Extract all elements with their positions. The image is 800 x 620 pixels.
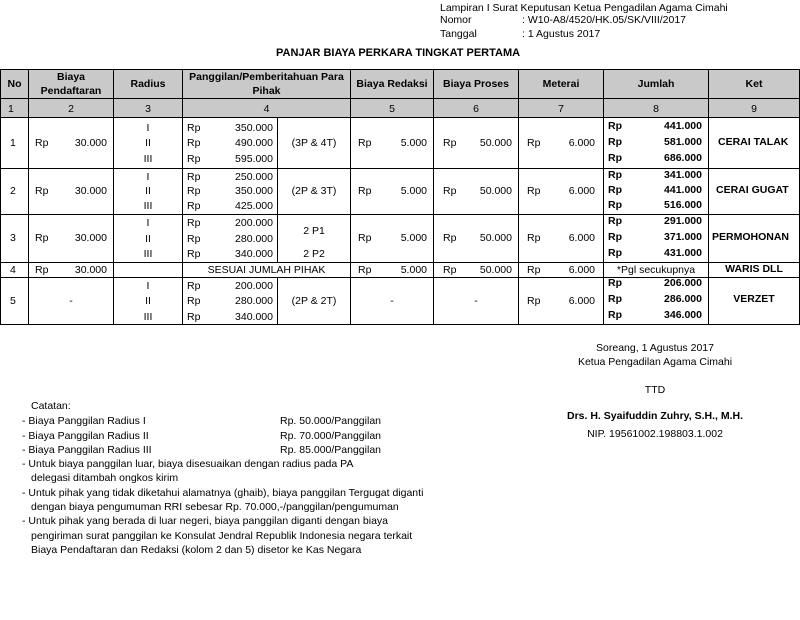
rp-label: Rp <box>187 200 201 212</box>
note-value: Rp. 50.000/Panggilan <box>280 415 381 427</box>
redaksi-value: 5.000 <box>400 264 427 276</box>
rp-label: Rp <box>608 215 622 227</box>
row-no: 4 <box>10 264 16 276</box>
ket-label: CERAI GUGAT <box>716 184 789 196</box>
panggilan-value: 200.000 <box>235 217 273 229</box>
proses-value: 50.000 <box>479 185 512 197</box>
radius-label: III <box>143 311 153 323</box>
header-biaya-proses: Biaya Proses <box>443 78 509 90</box>
ket-label: WARIS DLL <box>725 263 783 275</box>
jumlah-value: 581.000 <box>664 136 702 148</box>
panggilan-value: 490.000 <box>235 137 273 149</box>
signature-office: Ketua Pengadilan Agama Cimahi <box>577 356 733 368</box>
jumlah-value: 516.000 <box>664 199 702 211</box>
rp-label: Rp <box>35 185 49 197</box>
pihak-note: 2 P2 <box>303 248 325 260</box>
header-panggilan: Panggilan/Pemberitahuan Para Pihak <box>189 71 344 97</box>
rp-label: Rp <box>527 264 541 276</box>
radius-label: III <box>143 153 153 165</box>
radius-label: II <box>145 233 151 245</box>
panggilan-value: 280.000 <box>235 295 273 307</box>
grid-line <box>0 324 800 325</box>
rp-label: Rp <box>35 232 49 244</box>
row-no: 2 <box>10 185 16 197</box>
header-biaya-redaksi: Biaya Redaksi <box>356 78 428 90</box>
note-line: - Untuk pihak yang berada di luar negeri, biaya panggilan diganti dengan biaya <box>22 515 389 527</box>
rp-label: Rp <box>358 264 372 276</box>
rp-label: Rp <box>608 136 622 148</box>
panggilan-value: 280.000 <box>235 233 273 245</box>
nomor-value: : W10-A8/4520/HK.05/SK/VIII/2017 <box>522 14 687 26</box>
rp-label: Rp <box>608 152 622 164</box>
tanggal-label: Tanggal <box>440 28 477 40</box>
rp-label: Rp <box>358 185 372 197</box>
ket-label: CERAI TALAK <box>718 136 789 148</box>
rp-label: Rp <box>527 185 541 197</box>
row-no: 1 <box>10 137 16 149</box>
meterai-value: 6.000 <box>568 232 595 244</box>
note-line: - Untuk pihak yang tidak diketahui alamatnya (ghaib), biaya panggilan Tergugat diganti <box>22 487 424 499</box>
page-title: PANJAR BIAYA PERKARA TINGKAT PERTAMA <box>276 47 521 59</box>
header-no: No <box>7 78 22 90</box>
jumlah-note: *Pgl secukupnya <box>616 264 696 276</box>
jumlah-value: 441.000 <box>664 120 702 132</box>
jumlah-value: 291.000 <box>664 215 702 227</box>
jumlah-value: 286.000 <box>664 293 702 305</box>
ket-label: PERMOHONAN <box>712 231 790 243</box>
jumlah-value: 341.000 <box>664 169 702 181</box>
colnum: 5 <box>389 103 395 115</box>
jumlah-value: 371.000 <box>664 231 702 243</box>
header-biaya-pendaftaran: Biaya Pendaftaran <box>40 71 102 97</box>
signature-ttd: TTD <box>644 384 666 396</box>
header-ket: Ket <box>745 78 763 90</box>
pihak-note: (2P & 3T) <box>291 185 337 197</box>
panggilan-value: 250.000 <box>235 171 273 183</box>
radius-label: I <box>146 280 150 292</box>
colnum: 3 <box>145 103 151 115</box>
notes-title: Catatan: <box>31 400 71 412</box>
redaksi-value: 5.000 <box>400 185 427 197</box>
lampiran-text: Lampiran I Surat Keputusan Ketua Pengadilan Agama Cimahi <box>440 2 728 14</box>
grid-line <box>0 69 800 70</box>
ket-label: VERZET <box>733 293 775 305</box>
panggilan-value: 350.000 <box>235 122 273 134</box>
radius-label: I <box>146 217 150 229</box>
meterai-value: 6.000 <box>568 185 595 197</box>
pendaftaran-value: 30.000 <box>74 185 107 197</box>
pendaftaran-value: - <box>69 295 73 307</box>
rp-label: Rp <box>187 248 201 260</box>
panggilan-value: 425.000 <box>235 200 273 212</box>
grid-line <box>0 98 800 99</box>
rp-label: Rp <box>443 232 457 244</box>
rp-label: Rp <box>608 199 622 211</box>
rp-label: Rp <box>187 171 201 183</box>
panggilan-value: 350.000 <box>235 185 273 197</box>
radius-label: II <box>145 295 151 307</box>
header-meterai: Meterai <box>542 78 580 90</box>
colnum: 1 <box>8 103 14 115</box>
pihak-note: (3P & 4T) <box>291 137 337 149</box>
radius-label: I <box>146 171 150 183</box>
rp-label: Rp <box>187 295 201 307</box>
note-line: delegasi ditambah ongkos kirim <box>31 472 179 484</box>
rp-label: Rp <box>35 137 49 149</box>
pendaftaran-value: 30.000 <box>74 137 107 149</box>
radius-label: II <box>145 185 151 197</box>
jumlah-value: 431.000 <box>664 247 702 259</box>
colnum: 2 <box>68 103 74 115</box>
panggilan-value: 340.000 <box>235 311 273 323</box>
redaksi-value: 5.000 <box>400 137 427 149</box>
jumlah-value: 346.000 <box>664 309 702 321</box>
meterai-value: 6.000 <box>568 137 595 149</box>
rp-label: Rp <box>187 153 201 165</box>
proses-value: - <box>474 295 478 307</box>
rp-label: Rp <box>187 122 201 134</box>
rp-label: Rp <box>608 231 622 243</box>
note-value: Rp. 85.000/Panggilan <box>280 444 381 456</box>
proses-value: 50.000 <box>479 232 512 244</box>
rp-label: Rp <box>187 311 201 323</box>
rp-label: Rp <box>608 169 622 181</box>
proses-value: 50.000 <box>479 137 512 149</box>
redaksi-value: - <box>390 295 394 307</box>
note-value: Rp. 70.000/Panggilan <box>280 430 381 442</box>
note-line: Biaya Pendaftaran dan Redaksi (kolom 2 dan 5) disetor ke Kas Negara <box>31 544 362 556</box>
signature-nip: NIP. 19561002.198803.1.002 <box>587 428 723 440</box>
rp-label: Rp <box>187 185 201 197</box>
rp-label: Rp <box>527 232 541 244</box>
pendaftaran-value: 30.000 <box>74 264 107 276</box>
signature-place-date: Soreang, 1 Agustus 2017 <box>596 342 714 354</box>
redaksi-value: 5.000 <box>400 232 427 244</box>
header-radius: Radius <box>130 78 166 90</box>
row-no: 5 <box>10 295 16 307</box>
header-jumlah: Jumlah <box>637 78 675 90</box>
grid-line <box>0 117 800 118</box>
radius-label: I <box>146 122 150 134</box>
note-label: - Biaya Panggilan Radius II <box>22 430 149 442</box>
proses-value: 50.000 <box>479 264 512 276</box>
rp-label: Rp <box>358 137 372 149</box>
rp-label: Rp <box>608 120 622 132</box>
meterai-value: 6.000 <box>568 264 595 276</box>
panggilan-value: 595.000 <box>235 153 273 165</box>
grid-line <box>0 262 800 263</box>
grid-line <box>0 69 1 325</box>
rp-label: Rp <box>608 309 622 321</box>
note-label: - Biaya Panggilan Radius III <box>22 444 152 456</box>
rp-label: Rp <box>187 217 201 229</box>
rp-label: Rp <box>443 137 457 149</box>
rp-label: Rp <box>527 137 541 149</box>
rp-label: Rp <box>187 233 201 245</box>
rp-label: Rp <box>608 247 622 259</box>
rp-label: Rp <box>443 264 457 276</box>
jumlah-value: 206.000 <box>664 277 702 289</box>
panggilan-value: 200.000 <box>235 280 273 292</box>
jumlah-value: 441.000 <box>664 184 702 196</box>
colnum: 6 <box>473 103 479 115</box>
rp-label: Rp <box>608 184 622 196</box>
note-label: - Biaya Panggilan Radius I <box>22 415 146 427</box>
radius-label: II <box>145 137 151 149</box>
colnum: 4 <box>263 103 270 115</box>
signature-name: Drs. H. Syaifuddin Zuhry, S.H., M.H. <box>567 410 743 422</box>
rp-label: Rp <box>608 293 622 305</box>
rp-label: Rp <box>187 280 201 292</box>
pihak-note: 2 P1 <box>303 225 325 237</box>
colnum: 9 <box>751 103 757 115</box>
note-line: - Untuk biaya panggilan luar, biaya disesuaikan dengan radius pada PA <box>22 458 354 470</box>
pihak-note: (2P & 2T) <box>291 295 337 307</box>
nomor-label: Nomor <box>440 14 472 26</box>
note-line: dengan biaya pengumuman RRI sebesar Rp. 70.000,-/panggilan/pengumuman <box>31 501 399 513</box>
jumlah-value: 686.000 <box>664 152 702 164</box>
pendaftaran-value: 30.000 <box>74 232 107 244</box>
rp-label: Rp <box>608 277 622 289</box>
rp-label: Rp <box>443 185 457 197</box>
panggilan-note: SESUAI JUMLAH PIHAK <box>207 264 326 276</box>
colnum: 7 <box>558 103 564 115</box>
rp-label: Rp <box>35 264 49 276</box>
meterai-value: 6.000 <box>568 295 595 307</box>
row-no: 3 <box>10 232 16 244</box>
note-line: pengiriman surat panggilan ke Konsulat Jendral Republik Indonesia negara terkait <box>31 530 413 542</box>
rp-label: Rp <box>187 137 201 149</box>
rp-label: Rp <box>358 232 372 244</box>
radius-label: III <box>143 200 153 212</box>
panggilan-value: 340.000 <box>235 248 273 260</box>
rp-label: Rp <box>527 295 541 307</box>
radius-label: III <box>143 248 153 260</box>
colnum: 8 <box>653 103 659 115</box>
tanggal-value: : 1 Agustus 2017 <box>522 28 601 40</box>
